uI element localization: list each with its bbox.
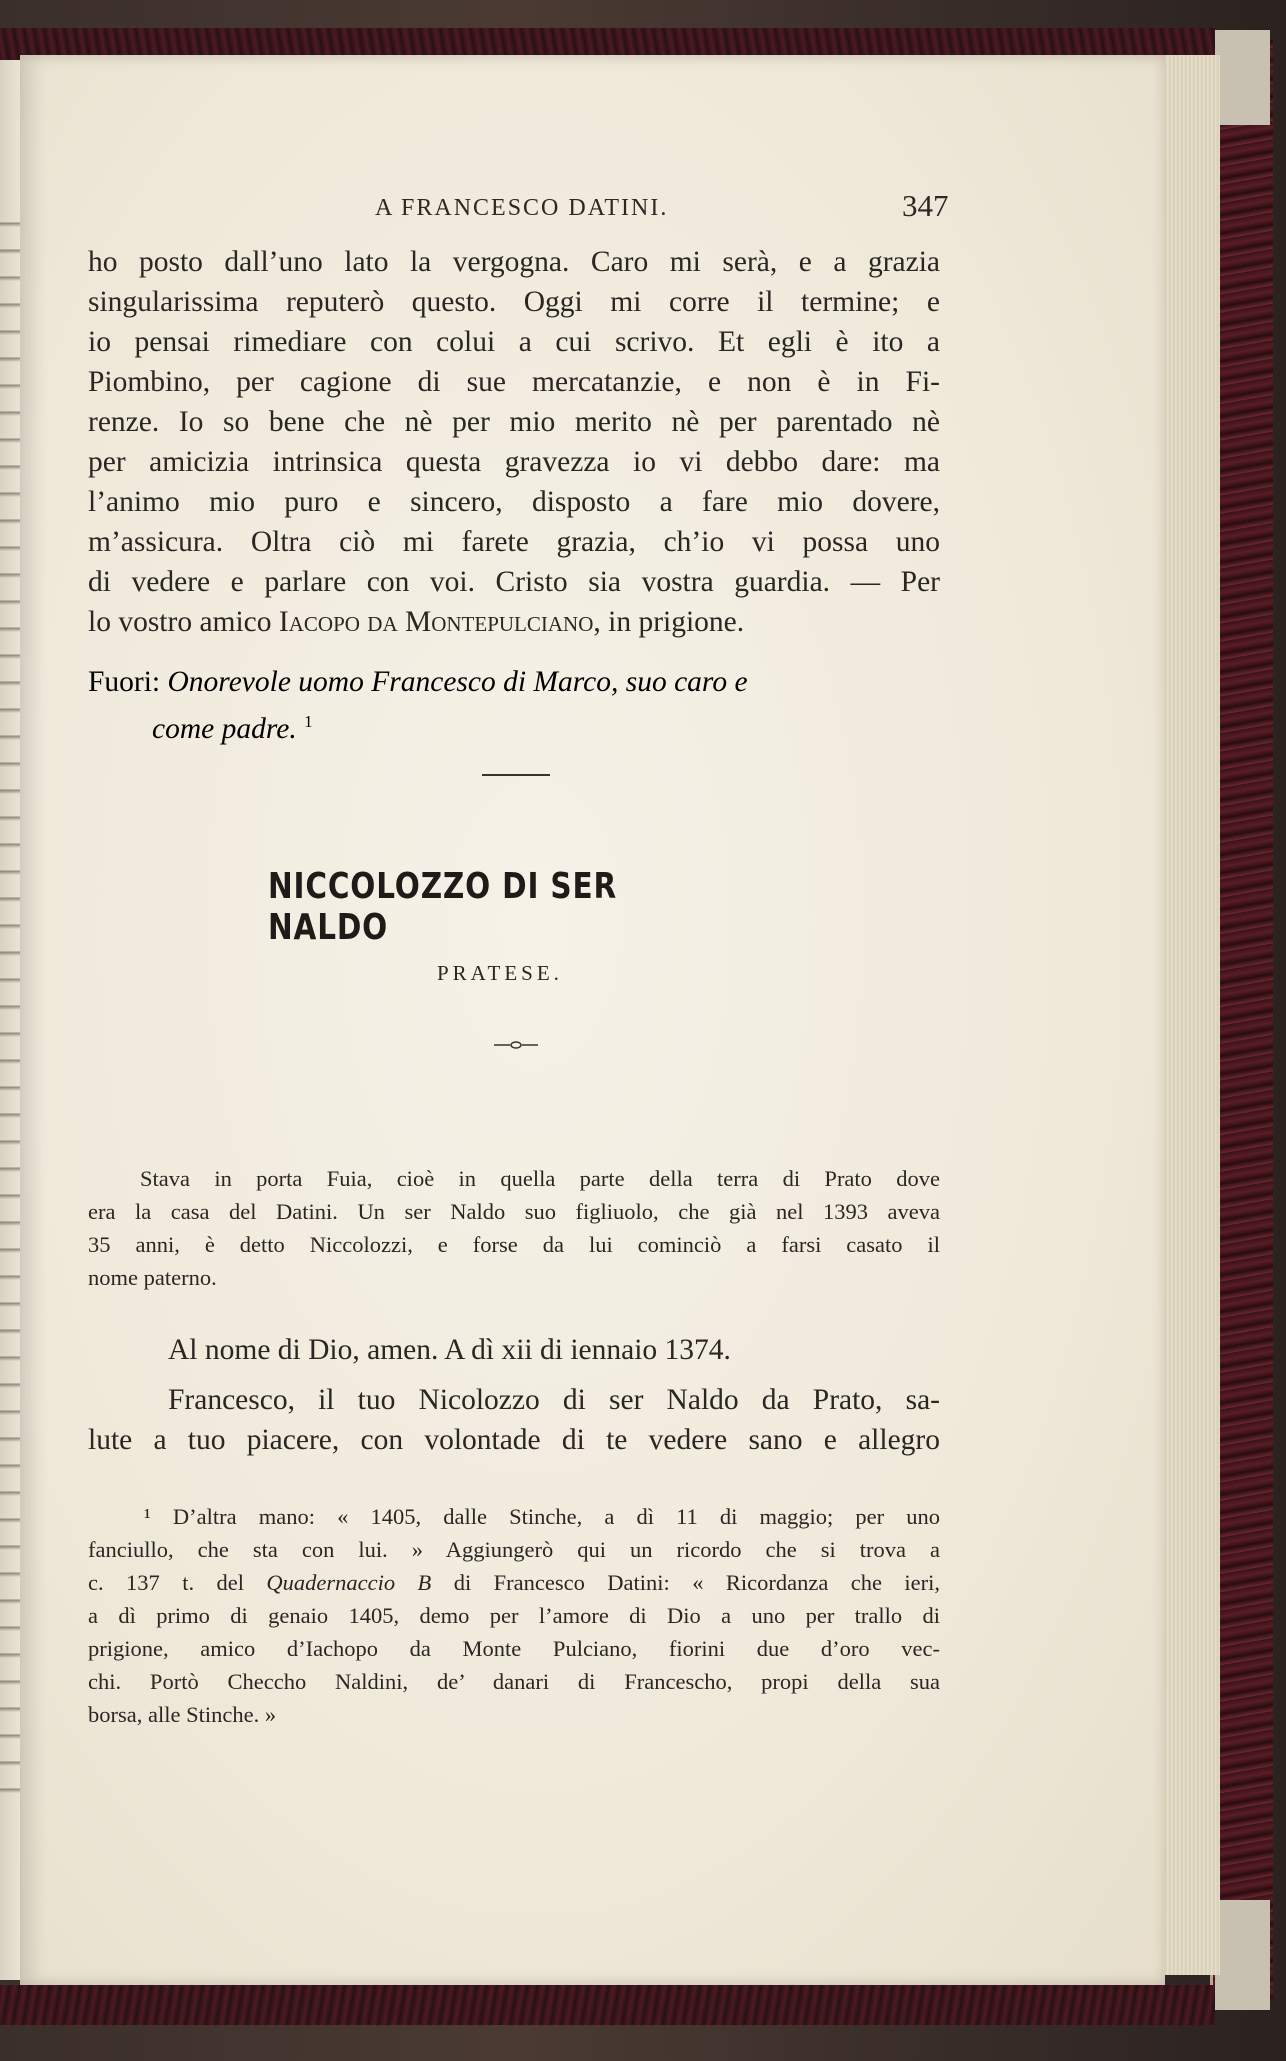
section-title: NICCOLOZZO DI SER NALDO xyxy=(268,866,618,948)
body-line: ho posto dall’uno lato la vergogna. Caro mi serà, e a grazia xyxy=(88,246,940,278)
intro-line: 35 anni, è detto Niccolozzi, e forse da lui cominciò a farsi casato il xyxy=(88,1232,940,1257)
footnote xyxy=(88,1500,940,1731)
body-line: per amicizia intrinsica questa gravezza io vi debbo dare: ma xyxy=(88,446,940,478)
body-line: di vedere e parlare con voi. Cristo sia vostra guardia. — Per xyxy=(88,566,940,598)
letter-body xyxy=(88,242,940,642)
body-line: singularissima reputerò questo. Oggi mi corre il termine; e xyxy=(88,286,940,318)
page-edges xyxy=(1160,55,1220,1975)
footnote-line: chi. Portò Checcho Naldini, de’ danari di Franceschо, propi della sua xyxy=(88,1669,940,1694)
running-head: A FRANCESCO DATINI. xyxy=(375,195,669,221)
second-letter xyxy=(88,1330,940,1460)
dateline: Al nome di Dio, amen. A dì xii di iennaio 1374. xyxy=(168,1334,731,1366)
section-divider xyxy=(482,774,550,776)
footnote-line xyxy=(88,1500,940,1533)
cover-corner-top xyxy=(1215,30,1270,125)
footnote-italic: Quadernaccio B xyxy=(266,1570,432,1595)
ornament-icon xyxy=(494,1038,538,1052)
letter-line: Francesco, il tuo Nicolozzo di ser Naldo da Prato, sa- xyxy=(168,1384,940,1416)
footnote-line: fanciullo, che sta con lui. » Aggiungerò qui un ricordo che si trova a xyxy=(88,1537,940,1562)
footnote-text: c. 137 t. del xyxy=(88,1570,267,1595)
address-line-1: Onorevole uomo Francesco di Marco, suo caro e xyxy=(167,666,748,698)
closing-prefix: lo vostro amico xyxy=(88,606,279,638)
footnote-text: di Francesco Datini: « Ricordanza che ieri, xyxy=(431,1570,940,1595)
closing-line xyxy=(88,602,940,642)
body-line: Piombino, per cagione di sue mercatanzie, e non è in Fi- xyxy=(88,366,940,398)
closing-suffix: , in prigione. xyxy=(593,606,745,638)
address-block xyxy=(88,662,940,749)
book-cover-bottom xyxy=(0,1985,1215,2025)
address-line-2: come padre. xyxy=(152,712,297,745)
footnote-mark: 1 xyxy=(304,712,313,731)
footnote-line: prigione, amico d’Iachopo da Monte Pulciano, fiorini due d’oro vec- xyxy=(88,1636,940,1661)
address-label: Fuori: xyxy=(88,666,161,698)
page-number: 347 xyxy=(902,188,949,223)
footnote-line: a dì primo di genaio 1405, demo per l’amore di Dio a uno per trallo di xyxy=(88,1603,940,1628)
address-line-2-wrap xyxy=(88,702,940,749)
intro-paragraph xyxy=(88,1162,940,1294)
intro-line: nome paterno. xyxy=(88,1265,217,1290)
footnote-line: borsa, alle Stinche. » xyxy=(88,1702,277,1727)
body-line: l’animo mio puro e sincero, disposto a fare mio dovere, xyxy=(88,486,940,518)
section-subtitle: PRATESE. xyxy=(437,961,563,985)
intro-line: Stava in porta Fuia, cioè in quella parte della terra di Prato dove xyxy=(140,1166,940,1191)
body-line: renze. Io so bene che nè per mio merito nè per parentado nè xyxy=(88,406,940,438)
signer-name: Iacopo da Montepulciano xyxy=(278,606,594,638)
footnote-number: ¹ xyxy=(144,1504,151,1529)
intro-line: era la casa del Datini. Un ser Naldo suo figliuolo, che già nel 1393 aveva xyxy=(88,1199,940,1224)
footnote-line xyxy=(88,1566,940,1599)
letter-line: lute a tuo piacere, con volontade di te vedere sano e allegro xyxy=(88,1424,940,1456)
cover-corner-bottom xyxy=(1215,1900,1270,2010)
footnote-text: D’altra mano: « 1405, dalle Stinche, a dì 11 di maggio; per uno xyxy=(172,1504,940,1529)
body-line: m’assicura. Oltra ciò mi farete grazia, ch’io vi possa uno xyxy=(88,526,940,558)
spacer xyxy=(88,1370,940,1380)
body-line: io pensai rimediare con colui a cui scrivo. Et egli è ito a xyxy=(88,326,940,358)
